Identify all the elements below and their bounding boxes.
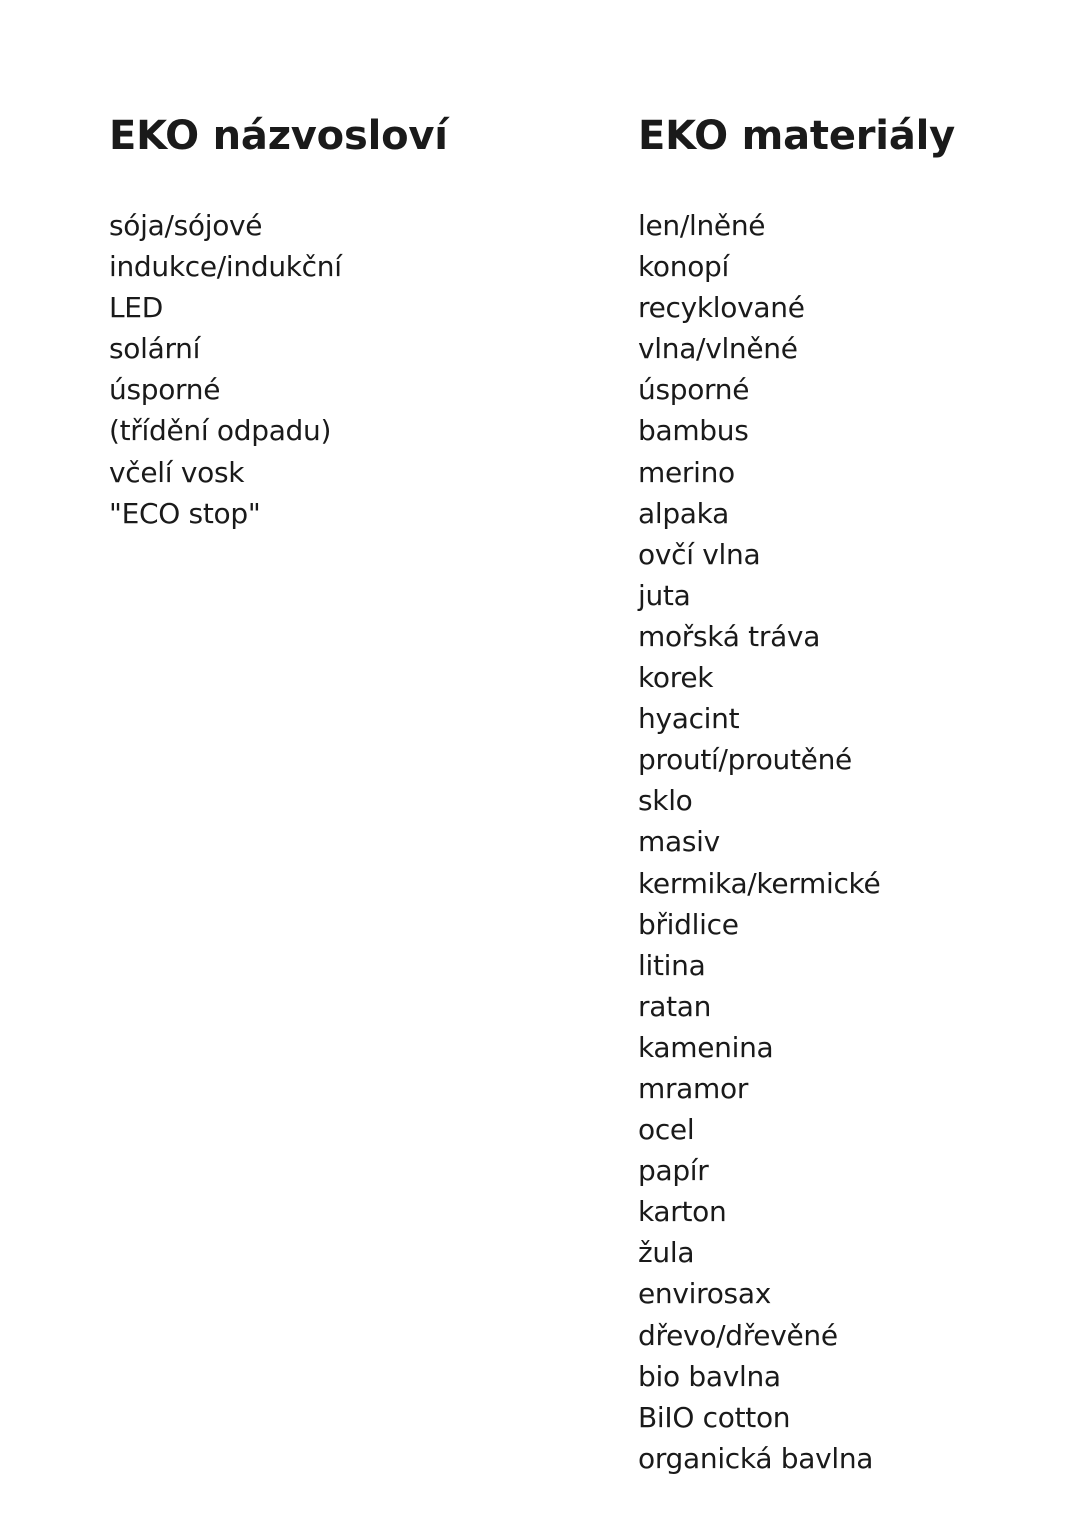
eko-nazvoslovi-column [109, 108, 589, 530]
list-item: ovčí vlna [638, 537, 761, 571]
list-item: břidlice [638, 907, 739, 941]
list-item: sklo [638, 784, 693, 818]
list-item: alpaka [638, 496, 729, 530]
list-item: ocel [638, 1113, 695, 1147]
list-item: masiv [638, 825, 720, 859]
list-item: (třídění odpadu) [109, 414, 332, 448]
list-item: karton [638, 1195, 727, 1229]
list-item: konopí [638, 250, 729, 284]
list-item: dřevo/dřevěné [638, 1318, 838, 1352]
list-item: len/lněné [638, 209, 766, 242]
list-item: proutí/proutěné [638, 743, 852, 777]
list-item: LED [109, 291, 163, 325]
list-item: envirosax [638, 1277, 771, 1311]
list-item: solární [109, 332, 201, 366]
list-item: kermika/kermické [638, 866, 881, 900]
eko-materialy-heading: EKO materiály [638, 113, 955, 159]
list-item: hyacint [638, 702, 740, 736]
list-item: indukce/indukční [109, 250, 342, 284]
list-item: kamenina [638, 1030, 774, 1064]
list-item: bambus [638, 414, 749, 448]
eko-nazvoslovi-heading: EKO názvosloví [109, 113, 448, 159]
list-item: bio bavlna [638, 1359, 781, 1393]
list-item: sója/sójové [109, 209, 263, 242]
list-item: mořská tráva [638, 619, 821, 653]
list-item: vlna/vlněné [638, 332, 798, 366]
list-item: recyklované [638, 291, 805, 325]
list-item: organická bavlna [638, 1441, 874, 1475]
list-item: včelí vosk [109, 455, 245, 489]
eko-materialy-list [638, 205, 880, 1479]
eko-materialy-column [638, 108, 1058, 1475]
list-item: papír [638, 1154, 709, 1188]
list-item: merino [638, 455, 735, 489]
list-item: juta [638, 578, 691, 612]
list-item: úsporné [638, 373, 750, 407]
list-item: mramor [638, 1071, 749, 1105]
list-item: "ECO stop" [109, 496, 261, 530]
list-item: žula [638, 1236, 695, 1270]
list-item: litina [638, 948, 706, 982]
list-item: korek [638, 661, 714, 695]
list-item: ratan [638, 989, 712, 1023]
list-item: BiIO cotton [638, 1400, 791, 1434]
list-item: úsporné [109, 373, 221, 407]
eko-nazvoslovi-list [109, 205, 342, 534]
